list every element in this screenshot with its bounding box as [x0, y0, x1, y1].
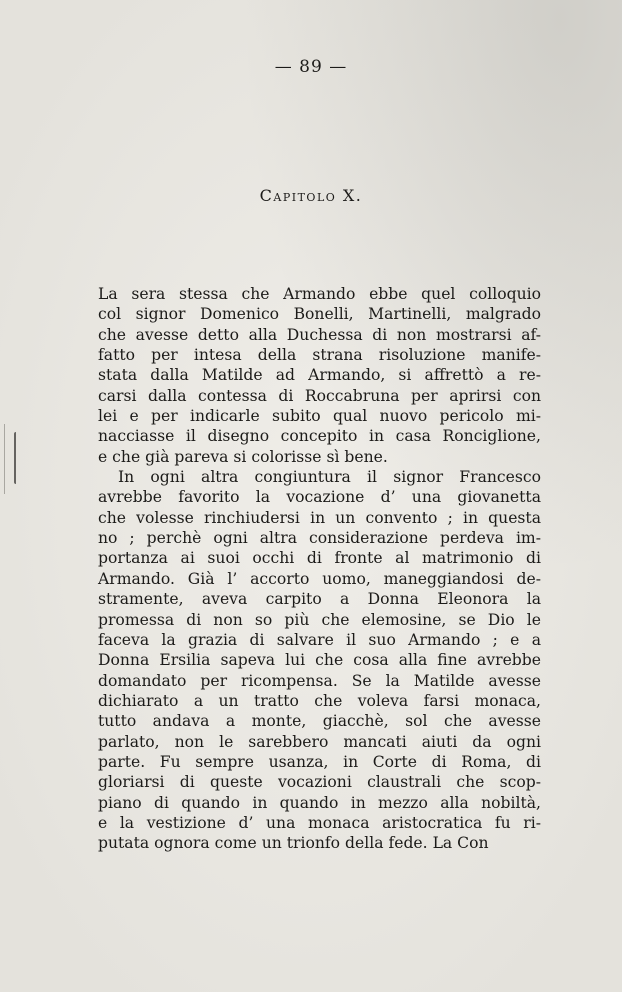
text-line: In ogni altra congiuntura il signor Francesco: [118, 468, 541, 487]
text-line: faceva la grazia di salvare il suo Armando ; e a: [98, 630, 541, 649]
text-line: avrebbe favorito la vocazione d’ una giovanetta: [98, 488, 541, 507]
text-line: che volesse rinchiudersi in un convento ; in questa: [98, 508, 541, 527]
text-line: La sera stessa che Armando ebbe quel colloquio: [98, 285, 541, 303]
text-line: putata ognora come un trionfo della fede. La Con: [98, 834, 489, 853]
page-number: — 89 —: [274, 57, 348, 77]
text-line: stata dalla Matilde ad Armando, si affrettò a re-: [98, 366, 541, 385]
body-text: [98, 284, 541, 854]
text-line: nacciasse il disegno concepito in casa Ronciglione,: [98, 427, 541, 446]
text-line: no ; perchè ogni altra considerazione perdeva im-: [98, 529, 541, 548]
text-line: promessa di non so più che elemosine, se Dio le: [98, 610, 541, 629]
text-line: Donna Ersilia sapeva lui che cosa alla fine avrebbe: [98, 651, 541, 670]
text-line: tutto andava a monte, giacchè, sol che avesse: [98, 712, 541, 731]
text-line: parlato, non le sarebbero mancati aiuti da ogni: [98, 732, 541, 751]
text-line: e che già pareva si colorisse sì bene.: [98, 447, 388, 466]
text-line: parte. Fu sempre usanza, in Corte di Roma, di: [98, 752, 541, 771]
text-line: col signor Domenico Bonelli, Martinelli, malgrado: [98, 305, 541, 324]
text-line: lei e per indicarle subito qual nuovo pericolo mi-: [98, 407, 541, 426]
text-line: stramente, aveva carpito a Donna Eleonora la: [98, 590, 541, 609]
text-line: che avesse detto alla Duchessa di non mostrarsi af-: [98, 325, 541, 344]
text-line: Armando. Già l’ accorto uomo, maneggiandosi de-: [98, 569, 541, 588]
binding-mark: [14, 432, 22, 484]
text-line: portanza ai suoi occhi di fronte al matrimonio di: [98, 549, 541, 568]
text-line: e la vestizione d’ una monaca aristocratica fu ri-: [98, 813, 541, 832]
text-line: domandato per ricompensa. Se la Matilde avesse: [98, 671, 541, 690]
text-line: dichiarato a un tratto che voleva farsi monaca,: [98, 691, 541, 710]
chapter-title: Capitolo X.: [259, 186, 363, 205]
text-line: piano di quando in quando in mezzo alla nobiltà,: [98, 793, 541, 812]
text-line: fatto per intesa della strana risoluzione manife-: [98, 346, 541, 365]
binding-shadow-mark: [4, 424, 9, 494]
text-line: carsi dalla contessa di Roccabruna per aprirsi con: [98, 386, 541, 405]
text-line: gloriarsi di queste vocazioni claustrali che scop-: [98, 773, 541, 792]
